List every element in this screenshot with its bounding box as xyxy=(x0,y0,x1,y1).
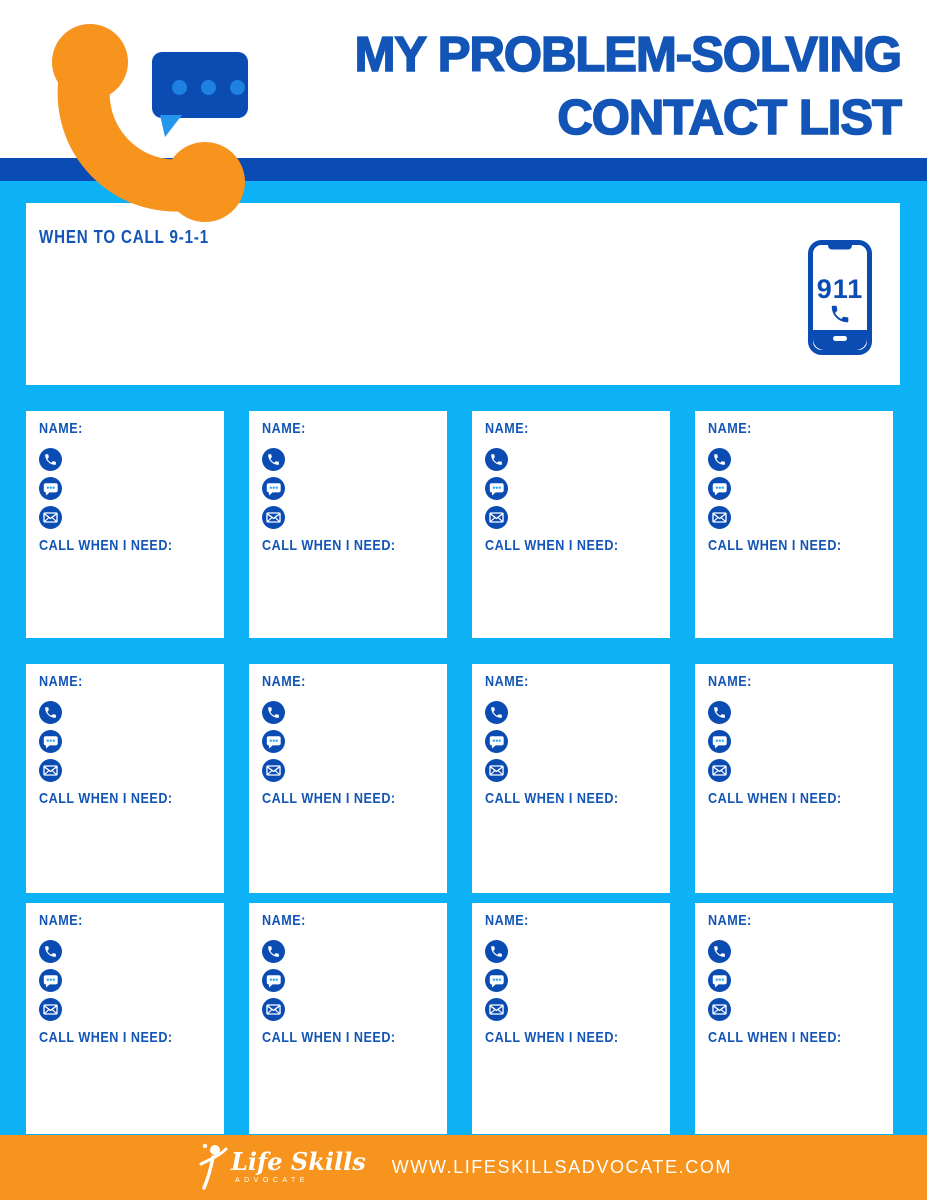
call-when-label: CALL WHEN I NEED: xyxy=(262,1029,396,1046)
email-icon xyxy=(39,759,62,782)
phone-icon xyxy=(708,701,731,724)
email-icon xyxy=(262,759,285,782)
chat-icon xyxy=(39,969,62,992)
call-when-label: CALL WHEN I NEED: xyxy=(708,1029,842,1046)
chat-bubble-tail xyxy=(158,115,182,137)
smartphone-screen-text: 911 xyxy=(816,274,864,304)
email-icon xyxy=(708,998,731,1021)
logo-subtitle: ADVOCATE xyxy=(234,1176,309,1184)
footer xyxy=(0,1135,927,1200)
contact-method-icons xyxy=(485,701,508,782)
contact-card xyxy=(472,664,670,893)
call-when-label: CALL WHEN I NEED: xyxy=(262,537,396,554)
name-label: NAME: xyxy=(39,673,83,690)
call-when-label: CALL WHEN I NEED: xyxy=(485,537,619,554)
contact-method-icons xyxy=(39,448,62,529)
contact-card xyxy=(26,903,224,1134)
chat-icon xyxy=(485,730,508,753)
contact-card xyxy=(695,664,893,893)
phone-icon xyxy=(485,448,508,471)
contact-card xyxy=(249,411,447,638)
contact-method-icons xyxy=(39,701,62,782)
page-title xyxy=(355,24,901,150)
chat-bubble-icon xyxy=(152,52,248,118)
contact-method-icons xyxy=(485,448,508,529)
email-icon xyxy=(39,998,62,1021)
chat-icon xyxy=(262,969,285,992)
contact-method-icons xyxy=(708,448,731,529)
phone-icon xyxy=(708,940,731,963)
contact-cards-grid xyxy=(26,411,893,1134)
contact-method-icons xyxy=(262,448,285,529)
when-to-call-911-heading: WHEN TO CALL 9-1-1 xyxy=(39,227,209,247)
phone-icon xyxy=(708,448,731,471)
call-when-label: CALL WHEN I NEED: xyxy=(485,790,619,807)
contact-card xyxy=(695,411,893,638)
call-when-label: CALL WHEN I NEED: xyxy=(708,790,842,807)
contact-card xyxy=(695,903,893,1134)
contact-method-icons xyxy=(262,701,285,782)
phone-icon xyxy=(39,940,62,963)
email-icon xyxy=(262,998,285,1021)
call-when-label: CALL WHEN I NEED: xyxy=(485,1029,619,1046)
name-label: NAME: xyxy=(262,673,306,690)
phone-icon xyxy=(39,448,62,471)
contact-card xyxy=(26,664,224,893)
chat-bubble-dots xyxy=(172,80,245,95)
phone-icon xyxy=(262,940,285,963)
logo-name: Life Skills xyxy=(230,1146,366,1176)
chat-icon xyxy=(708,477,731,500)
name-label: NAME: xyxy=(708,673,752,690)
call-when-label: CALL WHEN I NEED: xyxy=(39,1029,173,1046)
chat-icon xyxy=(485,477,508,500)
chat-icon xyxy=(39,477,62,500)
email-icon xyxy=(485,506,508,529)
contact-card xyxy=(472,411,670,638)
phone-icon xyxy=(262,701,285,724)
chat-icon xyxy=(39,730,62,753)
contact-method-icons xyxy=(262,940,285,1021)
email-icon xyxy=(485,759,508,782)
contact-method-icons xyxy=(708,940,731,1021)
phone-icon xyxy=(485,701,508,724)
name-label: NAME: xyxy=(262,420,306,437)
email-icon xyxy=(262,506,285,529)
card-row-1 xyxy=(26,411,893,638)
page-title-line2: CONTACT LIST xyxy=(557,91,901,145)
phone-icon xyxy=(262,448,285,471)
call-when-label: CALL WHEN I NEED: xyxy=(708,537,842,554)
call-when-label: CALL WHEN I NEED: xyxy=(39,790,173,807)
name-label: NAME: xyxy=(262,912,306,929)
page-title-line1: MY PROBLEM-SOLVING xyxy=(354,28,901,82)
chat-icon xyxy=(262,477,285,500)
name-label: NAME: xyxy=(485,673,529,690)
contact-method-icons xyxy=(39,940,62,1021)
name-label: NAME: xyxy=(39,912,83,929)
contact-card xyxy=(249,903,447,1134)
contact-card xyxy=(249,664,447,893)
contact-card xyxy=(472,903,670,1134)
contact-method-icons xyxy=(485,940,508,1021)
name-label: NAME: xyxy=(39,420,83,437)
life-skills-advocate-logo xyxy=(195,1142,366,1192)
email-icon xyxy=(708,759,731,782)
logo-person-icon xyxy=(195,1142,229,1192)
call-when-label: CALL WHEN I NEED: xyxy=(39,537,173,554)
call-when-label: CALL WHEN I NEED: xyxy=(262,790,396,807)
name-label: NAME: xyxy=(485,420,529,437)
contact-card xyxy=(26,411,224,638)
phone-icon xyxy=(39,701,62,724)
name-label: NAME: xyxy=(708,912,752,929)
email-icon xyxy=(485,998,508,1021)
name-label: NAME: xyxy=(485,912,529,929)
smartphone-911-icon xyxy=(808,240,872,355)
chat-icon xyxy=(708,730,731,753)
website-url: WWW.LIFESKILLSADVOCATE.COM xyxy=(391,1157,733,1177)
phone-icon xyxy=(485,940,508,963)
chat-icon xyxy=(262,730,285,753)
contact-method-icons xyxy=(708,701,731,782)
email-icon xyxy=(39,506,62,529)
email-icon xyxy=(708,506,731,529)
chat-icon xyxy=(708,969,731,992)
name-label: NAME: xyxy=(708,420,752,437)
chat-icon xyxy=(485,969,508,992)
card-row-3 xyxy=(26,903,893,1134)
card-row-2 xyxy=(26,664,893,893)
